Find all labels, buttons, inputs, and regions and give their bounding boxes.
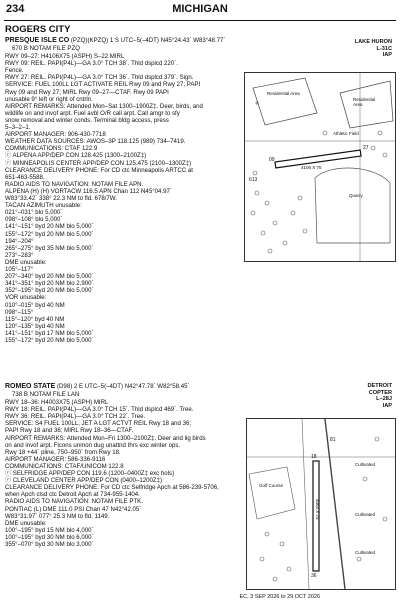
residential-label-1: Residential Area — [267, 91, 300, 96]
presque-line2: 670 B NOTAM FILE PZQ — [12, 45, 80, 52]
info-line: RWY 09: REIL. PAPI(P4L)—GA 3.0° TCH 38´. Thld dsplcd 220´. — [5, 60, 178, 68]
romeo-heading — [5, 383, 190, 390]
runway-27-label: 27 — [363, 145, 369, 151]
info-line: 155°–172° byd 20 NM blo 5,000´ — [5, 230, 94, 238]
romeo-name: ROMEO STATE — [5, 383, 56, 390]
info-line: AIRPORT REMARKS: Attended Mon–Sat 1300–1900Z‡. Deer, birds, and — [5, 102, 203, 110]
info-line: Rwy 09 and Rwy 27; MIRL Rwy 09–27—CTAF. Rwy 09 PAPI — [5, 88, 169, 96]
info-line: 651-463-5588. — [5, 173, 45, 181]
elevation-label: 613 — [249, 177, 258, 183]
athletic-field-label: Athletic Field — [333, 131, 359, 136]
info-line: 141°–151° byd 17 NM blo 5,000´ — [5, 329, 94, 337]
presque-name: PRESQUE ISLE CO — [5, 37, 70, 44]
romeo-right-3: IAP — [382, 402, 392, 409]
info-line: ⓡ CLEVELAND CENTER APP/DEP CON (0400–1200Z‡) — [5, 477, 163, 485]
presque-right-0: LAKE HURON — [354, 39, 392, 45]
info-line: AIRPORT MANAGER: 906-430-7718 — [5, 131, 106, 139]
info-line: 5–3–2–1. — [5, 124, 31, 131]
quarry-label: Quarry — [349, 193, 363, 198]
footer-effective-date: EC, 3 SEP 2026 to 29 OCT 2026 — [239, 594, 320, 600]
info-line: RWY 18–36: H4003X75 (ASPH) MIRL — [5, 399, 109, 406]
presque-right-2: IAP — [382, 52, 392, 59]
info-line: RWY 18: REIL. PAPI(P4L)—GA 3.0° TCH 15´. Thld dsplcd 469´. Tree. — [5, 406, 194, 414]
info-line: 105°–117° — [5, 266, 34, 273]
info-line: W83°31.97´ 077° 25.3 NM to fld. 1149. — [5, 512, 110, 520]
info-line: on and invof arpt. Ficons unmon dug unattnd thrs exc winter ops. — [5, 441, 181, 449]
romeo-line1: (D98) 2 E UTC–5(–4DT) N42°47.78´ W82°58.45´ — [57, 383, 190, 390]
info-line: 010°–015° byd 40 NM — [5, 301, 65, 309]
info-line: SERVICE: FUEL 100LL LGT ACTIVATE REIL Rwy 09 and Rwy 27; PAPI — [5, 81, 201, 89]
info-line: 098°–115° — [5, 308, 34, 316]
page-number: 234 — [6, 3, 25, 15]
page-header — [0, 0, 400, 22]
info-line: DME unusable: — [5, 258, 47, 266]
romeo-airport-diagram — [246, 418, 396, 590]
info-line: AIRPORT MANAGER: 586-336-9116 — [5, 455, 106, 463]
presque-heading — [5, 37, 225, 44]
cultivated-label-2: Cultivated — [355, 512, 376, 517]
info-line: COMMUNICATIONS: CTAF/UNICOM 122.8 — [5, 462, 124, 470]
info-line: 100°–195° byd 15 NM blo 4,000´ — [5, 526, 94, 534]
info-line: Rwy 18 +44´ pline, 750–950´ from Rwy 18. — [5, 448, 121, 456]
info-line: wildlife on and invof arpt. Fuel avbl O/R call arpt. Call amgr to sfy — [5, 109, 180, 117]
info-line: 352°–195° byd 20 NM blo 5,000´ — [5, 287, 94, 295]
romeo-right-2: L–28J — [376, 396, 392, 403]
info-line: ⓡ SELFRIDGE APP/DEP CON 119.6 (1200–0400Z‡ exc hols) — [5, 470, 175, 477]
info-line: DME unusable: — [5, 519, 47, 527]
runway-36-label: 36 — [311, 573, 317, 579]
info-line: 273°–283° — [5, 251, 34, 259]
info-line: snow removal and winter conds. Terminal bldg access, press — [5, 116, 169, 124]
info-line: 141°–151° byd 20 NM blo 5,000´ — [5, 223, 94, 231]
info-line: RADIO AIDS TO NAVIGATION: NOTAM FILE APN. — [5, 180, 144, 188]
runway-18-label: 18 — [311, 454, 317, 460]
cultivated-label-1: Cultivated — [355, 462, 376, 467]
cultivated-label-3: Cultivated — [355, 550, 376, 555]
info-line: PAPI Rwy 18 and 36; MIRL Rwy 18–36—CTAF. — [5, 427, 134, 435]
info-line: 265°–275° byd 35 NM blo 5,000´ — [5, 244, 94, 252]
info-line: 021°–031° blo 5,000´ — [5, 209, 63, 217]
info-line: RWY 36: REIL. PAPI(P4L)—GA 3.0° TCH 22´. Tree. — [5, 413, 146, 421]
info-line: COMMUNICATIONS: CTAF 122.9 — [5, 145, 98, 153]
info-line: W83°33.42´ 338° 22.3 NM to fld. 678/7W. — [5, 195, 117, 202]
romeo-right-1: COPTER — [368, 389, 392, 396]
info-line: 194°–204° — [5, 237, 34, 245]
info-line: when Apch clsd ctc Detroit Apch at 734-955-1404. — [5, 491, 140, 499]
golf-course-label: Golf Course — [259, 483, 284, 488]
runway-dim-label: 4106 X 75 — [301, 165, 322, 170]
state-title: MICHIGAN — [172, 3, 228, 15]
route-label: 81 — [330, 437, 336, 443]
info-line: ALPENA (H) (H) VORTACW 116.5 APN Chan 112 N45°04.97´ — [5, 187, 172, 195]
info-line: AIRPORT REMARKS: Attended Mon–Fri 1300–2100Z‡. Deer and lig birds — [5, 434, 206, 442]
info-line: SERVICE: S4 FUEL 100LL, JET A LGT ACTVT REIL Rwy 18 and 36; — [5, 420, 192, 428]
romeo-diagram-svg — [247, 419, 395, 589]
city-title: ROGERS CITY — [5, 24, 71, 35]
header-rule — [4, 20, 396, 21]
info-line: WEATHER DATA SOURCES: AWOS–3P 118.125 (989) 734–7419. — [5, 138, 186, 146]
info-line: 100°–195° byd 30 NM blo 6,000´ — [5, 533, 94, 541]
info-line: 207°–340° byd 20 NM blo 5,000´ — [5, 273, 94, 281]
info-line: 098°–108° blo 5,000´ — [5, 216, 63, 224]
runway-dim-label: 4003 X 75 — [315, 499, 320, 520]
info-line: 115°–120° byd 40 NM — [5, 315, 65, 323]
romeo-line2: 738 B NOTAM FILE LAN — [12, 391, 80, 398]
info-line: ⓡ ALPENA APP/DEP CON 128.425 (1300–2100Z‡) — [5, 152, 147, 160]
info-line: PONTIAC (L) DME 111.0 PSI Chan 47 N42°42.05´ — [5, 505, 142, 513]
info-line: unusable 9° left or right of cntrln. — [5, 95, 93, 103]
info-line: 341°–351° byd 20 NM blo 2,900´ — [5, 280, 94, 288]
romeo-right-0: DETROIT — [367, 383, 392, 389]
presque-right-1: L-31C — [376, 45, 392, 52]
info-line: RWY 27: REIL. PAPI(P4L)—GA 3.0° TCH 36´. Thld dsplcd 379´. Sign. — [5, 74, 194, 82]
info-line: TACAN AZIMUTH unusable: — [5, 202, 82, 210]
info-line: RWY 09–27: H4106X75 (ASPH) S–22 MIRL — [5, 53, 125, 60]
info-line: 155°–172° byd 20 NM blo 5,000´ — [5, 337, 94, 344]
residential-label-2: Residential Area — [353, 97, 376, 107]
info-line: CLEARANCE DELIVERY PHONE: For CD ctc Selfridge Apch at 586-239-5706, — [5, 484, 219, 492]
info-line: VOR unusable: — [5, 294, 47, 302]
info-line: 355°–070° byd 30 NM blo 3,000´ — [5, 541, 94, 548]
info-line: ⓡ MINNEAPOLIS CENTER APP/DEP CON 125.475 (2100–1300Z‡) — [5, 159, 192, 167]
romeo-right-labels — [367, 383, 392, 409]
quarry-shape — [315, 168, 390, 243]
info-line: Fence. — [5, 67, 24, 75]
info-line: RADIO AIDS TO NAVIGATION: NOTAM FILE PTK. — [5, 498, 143, 506]
presque-right-labels — [355, 39, 392, 59]
info-line: 120°–135° byd 40 NM — [5, 322, 65, 330]
info-line: CLEARANCE DELIVERY PHONE: For CD ctc Minneapolis ARTCC at — [5, 166, 193, 174]
runway-09-label: 09 — [269, 157, 275, 163]
presque-airport-diagram — [244, 72, 396, 262]
presque-line1: (PZQ)(KPZQ) 1 S UTC–5(–4DT) N45°24.43´ W83°48.77´ — [70, 37, 226, 44]
